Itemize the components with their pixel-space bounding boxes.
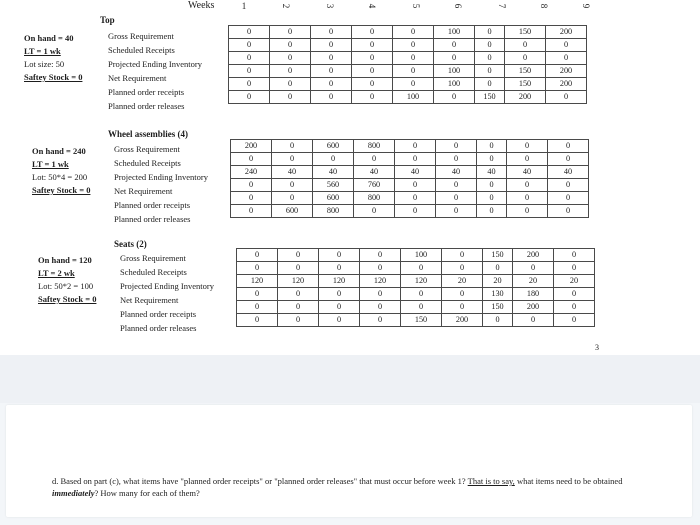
table-cell: 0 <box>395 153 436 166</box>
table-cell: 0 <box>436 205 477 218</box>
row-label: Gross Requirement <box>114 144 180 154</box>
table-cell: 0 <box>554 262 595 275</box>
table-cell: 120 <box>278 275 319 288</box>
question-text <box>52 475 652 499</box>
table-cell: 0 <box>360 288 401 301</box>
table-cell: 0 <box>401 262 442 275</box>
lot-size: Lot: 50*4 = 200 <box>32 172 88 182</box>
table-cell: 0 <box>360 301 401 314</box>
week-number: 2 <box>281 3 291 9</box>
table-cell: 0 <box>513 314 554 327</box>
table-cell: 20 <box>513 275 554 288</box>
table-cell: 0 <box>507 140 548 153</box>
table-cell: 120 <box>237 275 278 288</box>
table-cell: 150 <box>505 65 546 78</box>
table-cell: 0 <box>231 205 272 218</box>
row-label: Planned order receipts <box>108 87 184 97</box>
table-cell: 800 <box>354 140 395 153</box>
table-cell: 0 <box>546 39 587 52</box>
table-cell: 0 <box>548 205 589 218</box>
table-row <box>231 179 589 192</box>
table-row <box>229 52 587 65</box>
lead-time: LT = 1 wk <box>24 46 61 56</box>
table-cell: 0 <box>507 179 548 192</box>
table-cell: 0 <box>270 52 311 65</box>
week-number: 6 <box>453 3 463 9</box>
row-label: Planned order receipts <box>120 309 196 319</box>
row-label: Projected Ending Inventory <box>120 281 214 291</box>
table-cell: 0 <box>434 39 475 52</box>
table-cell: 20 <box>483 275 513 288</box>
row-labels <box>108 29 202 113</box>
table-cell: 100 <box>434 78 475 91</box>
table-cell: 0 <box>229 26 270 39</box>
table-cell: 0 <box>393 52 434 65</box>
table-row <box>229 65 587 78</box>
row-label: Scheduled Receipts <box>120 267 187 277</box>
table-cell: 0 <box>237 288 278 301</box>
table-cell: 20 <box>554 275 595 288</box>
table-cell: 0 <box>554 249 595 262</box>
table-cell: 0 <box>311 26 352 39</box>
row-label: Planned order receipts <box>114 200 190 210</box>
table-cell: 0 <box>352 39 393 52</box>
background-band <box>0 355 700 403</box>
table-cell: 0 <box>270 91 311 104</box>
table-row <box>237 314 595 327</box>
on-hand: On hand = 40 <box>24 33 74 43</box>
table-cell: 0 <box>229 91 270 104</box>
table-cell: 0 <box>237 262 278 275</box>
table-cell: 0 <box>352 78 393 91</box>
table-cell: 0 <box>554 288 595 301</box>
table-cell: 0 <box>313 153 354 166</box>
table-cell: 180 <box>513 288 554 301</box>
row-label: Scheduled Receipts <box>108 45 175 55</box>
table-row <box>237 275 595 288</box>
table-cell: 0 <box>436 192 477 205</box>
table-cell: 0 <box>434 91 475 104</box>
table-cell: 0 <box>548 153 589 166</box>
table-cell: 0 <box>272 179 313 192</box>
week-number: 8 <box>539 3 549 9</box>
table-cell: 0 <box>477 192 507 205</box>
table-cell: 0 <box>393 39 434 52</box>
table-cell: 120 <box>360 275 401 288</box>
row-label: Net Requirement <box>120 295 179 305</box>
table-cell: 0 <box>272 192 313 205</box>
item-info <box>32 145 90 197</box>
table-cell: 0 <box>352 65 393 78</box>
table-cell: 0 <box>278 249 319 262</box>
table-cell: 0 <box>352 91 393 104</box>
table-cell: 0 <box>477 205 507 218</box>
table-cell: 100 <box>434 26 475 39</box>
table-cell: 0 <box>548 179 589 192</box>
table-cell: 0 <box>477 179 507 192</box>
table-cell: 200 <box>513 249 554 262</box>
table-row <box>229 26 587 39</box>
table-cell: 150 <box>505 26 546 39</box>
week-number: 3 <box>325 3 335 9</box>
row-label: Projected Ending Inventory <box>114 172 208 182</box>
week-number: 1 <box>241 1 247 11</box>
weeks-label: Weeks <box>188 0 215 11</box>
table-cell: 0 <box>505 52 546 65</box>
on-hand: On hand = 120 <box>38 255 92 265</box>
week-number: 9 <box>581 3 591 9</box>
table-cell: 0 <box>475 52 505 65</box>
table-cell: 150 <box>483 301 513 314</box>
table-cell: 0 <box>554 301 595 314</box>
table-cell: 40 <box>548 166 589 179</box>
question-prefix: d. Based on part (c), what items have "planned order receipts" or "planned order releases" that must occur before week 1? <box>52 476 468 486</box>
table-cell: 0 <box>352 26 393 39</box>
table-cell: 0 <box>360 249 401 262</box>
table-cell: 0 <box>278 301 319 314</box>
table-cell: 0 <box>270 65 311 78</box>
table-cell: 0 <box>395 192 436 205</box>
table-cell: 0 <box>477 140 507 153</box>
table-cell: 0 <box>354 153 395 166</box>
week-number: 4 <box>367 3 377 9</box>
table-cell: 0 <box>507 153 548 166</box>
table-cell: 130 <box>483 288 513 301</box>
table-cell: 120 <box>319 275 360 288</box>
table-cell: 0 <box>475 26 505 39</box>
row-label: Planned order releases <box>114 214 191 224</box>
table-cell: 0 <box>477 153 507 166</box>
table-cell: 0 <box>436 179 477 192</box>
table-cell: 120 <box>401 275 442 288</box>
row-label: Planned order releases <box>108 101 185 111</box>
row-label: Net Requirement <box>108 73 167 83</box>
table-row <box>229 91 587 104</box>
table-cell: 0 <box>513 262 554 275</box>
table-row <box>231 166 589 179</box>
table-cell: 0 <box>434 52 475 65</box>
lower-background <box>0 355 700 525</box>
table-cell: 0 <box>237 301 278 314</box>
table-cell: 200 <box>442 314 483 327</box>
table-cell: 0 <box>436 153 477 166</box>
table-cell: 0 <box>395 205 436 218</box>
table-cell: 0 <box>278 314 319 327</box>
table-cell: 0 <box>360 314 401 327</box>
table-cell: 200 <box>546 26 587 39</box>
table-cell: 0 <box>311 78 352 91</box>
table-cell: 0 <box>237 249 278 262</box>
table-cell: 0 <box>395 140 436 153</box>
table-cell: 0 <box>229 65 270 78</box>
table-cell: 150 <box>483 249 513 262</box>
table-cell: 0 <box>270 26 311 39</box>
table-cell: 0 <box>393 65 434 78</box>
row-label: Gross Requirement <box>120 253 186 263</box>
row-label: Gross Requirement <box>108 31 174 41</box>
block-title: Seats (2) <box>114 239 147 249</box>
question-middle: what items need to be obtained <box>514 476 623 486</box>
table-row <box>229 78 587 91</box>
table-cell: 0 <box>311 52 352 65</box>
table-cell: 0 <box>360 262 401 275</box>
table-cell: 40 <box>507 166 548 179</box>
block-title: Wheel assemblies (4) <box>108 129 188 139</box>
item-info <box>24 32 82 84</box>
table-cell: 0 <box>442 262 483 275</box>
table-row <box>231 153 589 166</box>
table-row <box>237 262 595 275</box>
lead-time: LT = 2 wk <box>38 268 75 278</box>
table-cell: 240 <box>231 166 272 179</box>
safety-stock: Saftey Stock = 0 <box>24 72 83 82</box>
table-cell: 0 <box>393 78 434 91</box>
table-cell: 40 <box>436 166 477 179</box>
table-cell: 0 <box>278 288 319 301</box>
table-cell: 0 <box>278 262 319 275</box>
table-cell: 40 <box>354 166 395 179</box>
table-cell: 600 <box>313 192 354 205</box>
row-label: Planned order releases <box>120 323 197 333</box>
mrp-grid <box>228 25 587 104</box>
table-cell: 0 <box>229 78 270 91</box>
table-cell: 0 <box>231 192 272 205</box>
table-cell: 200 <box>505 91 546 104</box>
table-cell: 0 <box>483 262 513 275</box>
table-cell: 0 <box>319 288 360 301</box>
table-cell: 100 <box>393 91 434 104</box>
table-cell: 0 <box>231 153 272 166</box>
table-cell: 0 <box>483 314 513 327</box>
table-cell: 40 <box>395 166 436 179</box>
table-cell: 40 <box>313 166 354 179</box>
table-cell: 200 <box>546 78 587 91</box>
table-cell: 100 <box>401 249 442 262</box>
table-cell: 0 <box>554 314 595 327</box>
item-info <box>38 254 96 306</box>
table-cell: 0 <box>311 65 352 78</box>
question-panel <box>6 405 692 517</box>
table-cell: 0 <box>231 179 272 192</box>
table-row <box>237 249 595 262</box>
question-suffix: ? How many for each of them? <box>94 488 200 498</box>
table-cell: 20 <box>442 275 483 288</box>
table-cell: 0 <box>270 39 311 52</box>
table-cell: 800 <box>313 205 354 218</box>
row-label: Projected Ending Inventory <box>108 59 202 69</box>
table-cell: 150 <box>505 78 546 91</box>
table-cell: 0 <box>270 78 311 91</box>
table-cell: 0 <box>229 39 270 52</box>
table-cell: 0 <box>475 39 505 52</box>
table-cell: 0 <box>548 140 589 153</box>
table-cell: 0 <box>272 153 313 166</box>
table-cell: 0 <box>352 52 393 65</box>
table-cell: 0 <box>354 205 395 218</box>
table-row <box>231 205 589 218</box>
table-cell: 0 <box>401 301 442 314</box>
row-label: Net Requirement <box>114 186 173 196</box>
table-cell: 0 <box>548 192 589 205</box>
table-cell: 0 <box>475 65 505 78</box>
table-row <box>231 140 589 153</box>
table-cell: 0 <box>505 39 546 52</box>
mrp-grid <box>236 248 595 327</box>
page-number: 3 <box>595 343 599 352</box>
table-cell: 0 <box>442 249 483 262</box>
table-cell: 100 <box>434 65 475 78</box>
table-cell: 0 <box>436 140 477 153</box>
safety-stock: Saftey Stock = 0 <box>38 294 97 304</box>
safety-stock: Saftey Stock = 0 <box>32 185 91 195</box>
mrp-grid <box>230 139 589 218</box>
week-number: 7 <box>497 3 507 9</box>
table-cell: 0 <box>395 179 436 192</box>
table-cell: 200 <box>231 140 272 153</box>
lot-size: Lot size: 50 <box>24 59 65 69</box>
row-label: Scheduled Receipts <box>114 158 181 168</box>
table-cell: 0 <box>475 78 505 91</box>
table-cell: 200 <box>546 65 587 78</box>
table-cell: 760 <box>354 179 395 192</box>
question-underlined: That is to say, <box>467 476 515 486</box>
row-labels <box>114 142 208 226</box>
table-cell: 0 <box>272 140 313 153</box>
table-cell: 0 <box>442 288 483 301</box>
table-cell: 0 <box>319 249 360 262</box>
table-cell: 40 <box>272 166 313 179</box>
table-cell: 0 <box>311 91 352 104</box>
row-labels <box>120 251 214 335</box>
table-cell: 0 <box>546 52 587 65</box>
table-row <box>237 288 595 301</box>
table-cell: 40 <box>477 166 507 179</box>
table-cell: 150 <box>401 314 442 327</box>
table-cell: 0 <box>311 39 352 52</box>
table-cell: 0 <box>507 192 548 205</box>
table-cell: 150 <box>475 91 505 104</box>
table-row <box>237 301 595 314</box>
table-cell: 0 <box>229 52 270 65</box>
table-cell: 0 <box>507 205 548 218</box>
table-cell: 0 <box>442 301 483 314</box>
table-row <box>229 39 587 52</box>
table-cell: 200 <box>513 301 554 314</box>
table-cell: 0 <box>546 91 587 104</box>
question-emphasis: immediately <box>52 488 95 498</box>
table-cell: 0 <box>319 301 360 314</box>
table-cell: 0 <box>237 314 278 327</box>
table-cell: 0 <box>319 314 360 327</box>
block-title: Top <box>100 15 115 25</box>
lead-time: LT = 1 wk <box>32 159 69 169</box>
week-number: 5 <box>411 3 421 9</box>
table-cell: 0 <box>319 262 360 275</box>
table-cell: 800 <box>354 192 395 205</box>
table-cell: 560 <box>313 179 354 192</box>
table-cell: 600 <box>272 205 313 218</box>
table-cell: 600 <box>313 140 354 153</box>
table-row <box>231 192 589 205</box>
on-hand: On hand = 240 <box>32 146 86 156</box>
table-cell: 0 <box>401 288 442 301</box>
table-cell: 0 <box>393 26 434 39</box>
lot-size: Lot: 50*2 = 100 <box>38 281 94 291</box>
